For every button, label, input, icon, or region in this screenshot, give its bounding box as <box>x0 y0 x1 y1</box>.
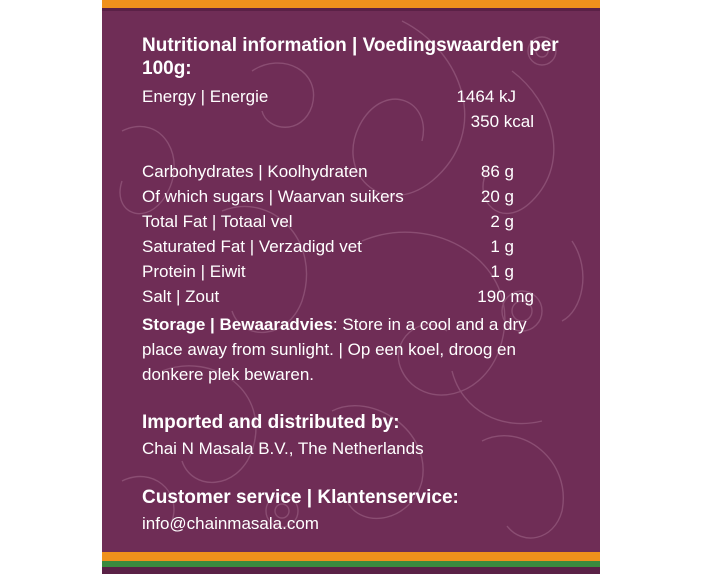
nutrient-label: Salt | Zout <box>142 287 220 306</box>
nutrition-row-saturated-fat <box>142 234 542 259</box>
storage-advice <box>142 312 562 387</box>
nutrient-label: Total Fat | Totaal vel <box>142 212 293 231</box>
nutrition-row-energy-kj <box>142 84 542 109</box>
product-label-panel <box>102 0 600 574</box>
nutrient-value: 1 g <box>490 237 514 256</box>
customer-service-heading: Customer service | Klantenservice: <box>142 487 459 508</box>
storage-heading: Storage | Bewaaradvies <box>142 315 333 334</box>
nutrition-row-carbohydrates <box>142 159 542 184</box>
nutrient-label: Of which sugars | Waarvan suikers <box>142 187 404 206</box>
importer-text: Chai N Masala B.V., The Netherlands <box>142 439 424 458</box>
nutrition-row-salt <box>142 284 542 309</box>
nutrient-value: 86 g <box>480 162 514 181</box>
top-orange-stripe <box>102 0 600 8</box>
nutrient-label: Carbohydrates | Koolhydraten <box>142 162 368 181</box>
importer-heading: Imported and distributed by: <box>142 412 400 433</box>
nutrient-value: 1 g <box>490 262 514 281</box>
nutrition-row-total-fat <box>142 209 542 234</box>
nutrient-value: 350 kcal <box>470 112 534 131</box>
nutrient-label: Energy | Energie <box>142 87 269 106</box>
nutrient-value: 1464 kJ <box>456 87 516 106</box>
bottom-orange-stripe <box>102 552 600 561</box>
nutrition-row-sugars <box>142 184 542 209</box>
bottom-dark-stripe <box>102 567 600 574</box>
nutrient-value: 2 g <box>490 212 514 231</box>
nutrition-row-energy-kcal <box>142 109 542 134</box>
nutrient-label: Saturated Fat | Verzadigd vet <box>142 237 362 256</box>
storage-text: : Store in a cool and a dry place away from sunlight. | Op een koel, droog en donkere plek bewaren. <box>142 315 527 384</box>
nutrient-label: Protein | Eiwit <box>142 262 246 281</box>
nutrition-table <box>142 84 542 309</box>
nutrition-row-protein <box>142 259 542 284</box>
nutrient-value: 20 g <box>480 187 514 206</box>
customer-service-email: info@chainmasala.com <box>142 514 319 533</box>
nutrition-heading: Nutritional information | Voedingswaarden per 100g: <box>142 35 559 79</box>
nutrient-value: 190 mg <box>477 287 534 306</box>
